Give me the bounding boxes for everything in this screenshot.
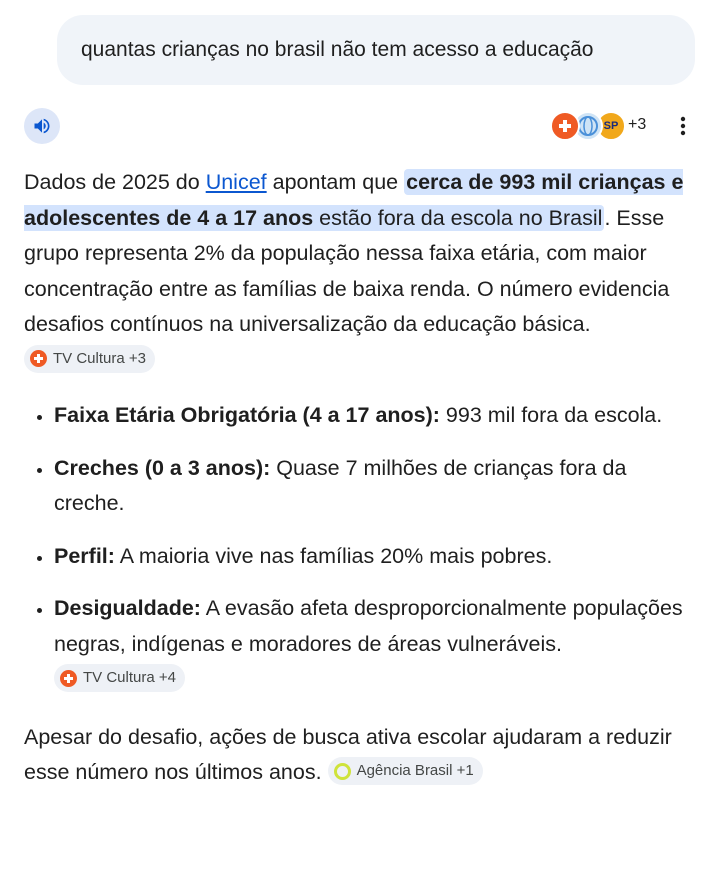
source-favicon-sp: SP [596,111,626,141]
tvcultura-icon [60,670,77,687]
answer-body [24,165,694,791]
unicef-link[interactable]: Unicef [205,170,267,194]
source-favicon-tvcultura [550,111,580,141]
list-item: • Desigualdade: A evasão afeta desproporcionalmente populações negras, indígenas e moradores de áreas vulneráveis. TV Cultura +4 [54,591,694,698]
sources-button[interactable] [550,108,650,144]
source-chip-tvcultura-3[interactable]: TV Cultura +3 [24,345,155,373]
user-query-bubble [57,15,695,85]
plus-icon [558,119,572,133]
source-chip-tvcultura-4[interactable]: TV Cultura +4 [54,664,185,692]
listen-button[interactable] [24,108,60,144]
more-vert-icon [680,116,686,136]
tvcultura-icon [30,350,47,367]
source-chip-agencia-brasil[interactable]: Agência Brasil +1 [328,757,483,785]
agencia-brasil-icon [334,763,351,780]
list-item: • Faixa Etária Obrigatória (4 a 17 anos): 993 mil fora da escola. [54,398,694,434]
more-options-button[interactable] [668,110,698,142]
list-item: • Perfil: A maioria vive nas famílias 20% mais pobres. [54,539,694,575]
highlighted-answer: cerca de 993 mil crianças e adolescentes de 4 a 17 anos estão fora da escola no Brasil [24,170,684,230]
user-query-text: quantas crianças no brasil não tem acesso a educação [81,38,594,61]
speaker-icon [32,116,52,136]
list-item: • Creches (0 a 3 anos): Quase 7 milhões de crianças fora da creche. [54,451,694,522]
answer-closing: Apesar do desafio, ações de busca ativa escolar ajudaram a reduzir esse número nos últimos anos. Agência Brasil +1 [24,724,672,784]
sources-count: +3 [628,116,647,133]
answer-intro: Dados de 2025 do Unicef apontam que cerca de 993 mil crianças e adolescentes de 4 a 17 anos estão fora da escola no Brasil. Esse grupo representa 2% da população nessa faixa etária, com maior concentração entre as famílias de baixa renda. O número evidencia desafios contínuos na universalização da educação básica. TV Cultura +3 [24,165,694,378]
bullet-list [24,398,694,698]
